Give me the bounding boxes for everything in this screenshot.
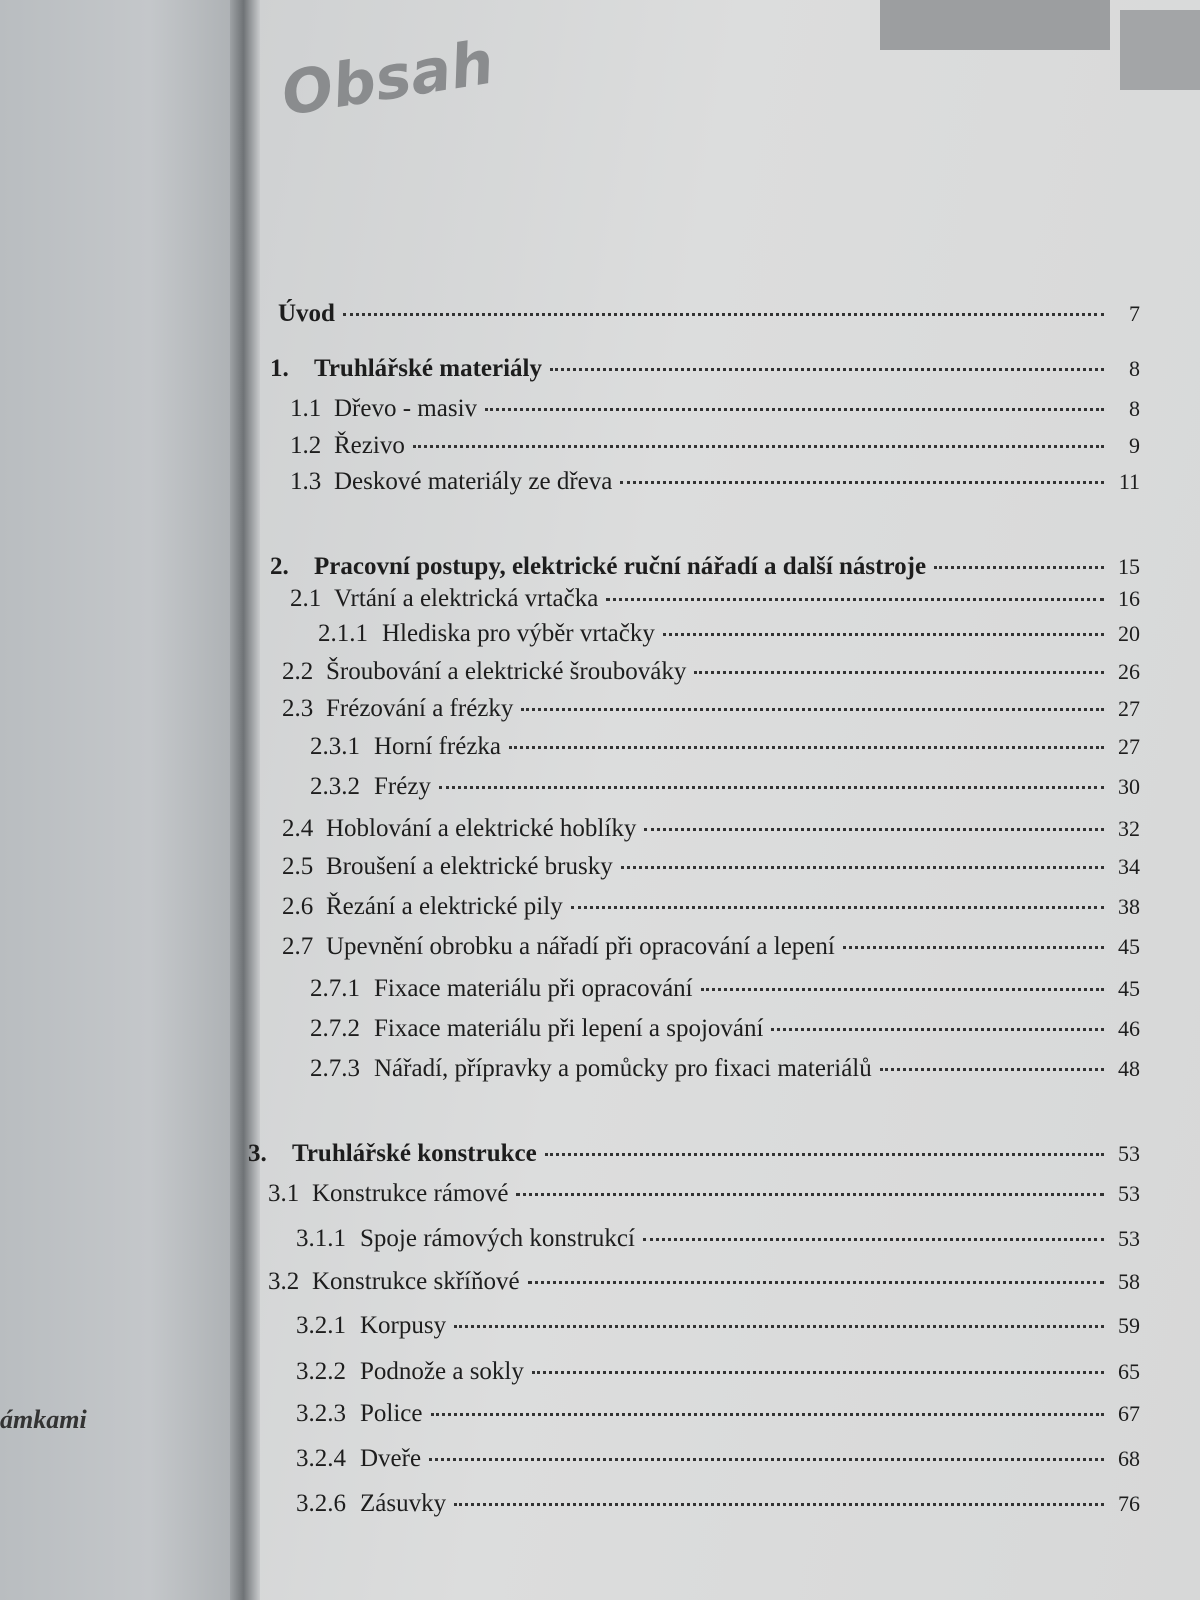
toc-entry-page: 16	[1118, 586, 1140, 611]
toc-entry	[290, 432, 1140, 460]
dot-leader	[694, 671, 1104, 674]
dot-leader	[516, 1193, 1104, 1196]
toc-entry-page: 32	[1118, 816, 1140, 841]
toc-entry-number: 3.	[248, 1140, 267, 1167]
toc-entry-label: Dveře	[360, 1445, 422, 1472]
toc-entry-page: 67	[1118, 1401, 1140, 1426]
dot-leader	[454, 1503, 1104, 1506]
toc-entry-page: 9	[1129, 433, 1140, 458]
dot-leader	[545, 1153, 1104, 1156]
toc-entry-number: 3.1.1	[296, 1225, 346, 1252]
toc-entry	[248, 1140, 1140, 1168]
toc-entry-number: 3.1	[268, 1180, 300, 1207]
toc-entry-number: 2.7.3	[310, 1055, 360, 1082]
toc-entry-label: Podnože a sokly	[360, 1358, 524, 1385]
toc-entry-number: 2.1.1	[318, 620, 368, 647]
toc-entry-label: Vrtání a elektrická vrtačka	[334, 585, 599, 612]
toc-entry	[318, 620, 1140, 648]
dot-leader	[532, 1371, 1104, 1374]
toc-entry	[270, 355, 1140, 383]
dot-leader	[701, 988, 1104, 991]
dot-leader	[606, 598, 1104, 601]
dot-leader	[663, 633, 1104, 636]
dot-leader	[439, 786, 1104, 789]
dot-leader	[621, 866, 1104, 869]
toc-entry	[310, 1055, 1140, 1083]
dot-leader	[643, 1238, 1104, 1241]
dot-leader	[509, 746, 1104, 749]
toc-entry-label: Šroubování a elektrické šroubováky	[326, 658, 687, 685]
toc-entry-page: 15	[1118, 554, 1140, 579]
toc-entry-page: 53	[1118, 1181, 1140, 1206]
toc-entry-page: 46	[1118, 1016, 1140, 1041]
toc-entry-label: Truhlářské materiály	[314, 355, 542, 382]
toc-entry-number: 2.7.2	[310, 1015, 360, 1042]
toc-entry-number: 1.	[270, 355, 289, 382]
toc-entry-number: 3.2	[268, 1268, 300, 1295]
toc-entry	[310, 773, 1140, 801]
toc-entry-label: Fixace materiálu při lepení a spojování	[374, 1015, 764, 1042]
toc-entry-label: Řezivo	[334, 432, 405, 459]
dot-leader	[550, 368, 1104, 371]
toc-entry-label: Truhlářské konstrukce	[292, 1140, 537, 1167]
toc-entry	[296, 1445, 1140, 1473]
toc-entry-page: 7	[1129, 301, 1140, 326]
toc-entry-label: Horní frézka	[374, 733, 502, 760]
toc-entry	[282, 893, 1140, 921]
toc-entry-label: Nářadí, přípravky a pomůcky pro fixaci materiálů	[374, 1055, 872, 1082]
toc-entry-number: 1.2	[290, 432, 322, 459]
toc-entry-label: Fixace materiálu při opracování	[374, 975, 693, 1002]
toc-entry-page: 45	[1118, 976, 1140, 1001]
toc-entry-number: 2.1	[290, 585, 322, 612]
toc-entry	[270, 300, 1140, 328]
toc-entry-label: Deskové materiály ze dřeva	[334, 468, 613, 495]
toc-entry	[282, 695, 1140, 723]
toc-entry-label: Zásuvky	[360, 1490, 447, 1517]
toc-entry-number: 2.6	[282, 893, 314, 920]
toc-entry	[296, 1490, 1140, 1518]
toc-entry-label: Frézy	[374, 773, 431, 800]
toc-entry-page: 34	[1118, 854, 1140, 879]
toc-entry-page: 76	[1118, 1491, 1140, 1516]
toc-entry	[268, 1180, 1140, 1208]
toc-entry	[270, 553, 1140, 581]
toc-entry-page: 8	[1129, 356, 1140, 381]
toc-entry-page: 30	[1118, 774, 1140, 799]
toc-entry-number: 3.2.2	[296, 1358, 346, 1385]
toc-entry-page: 27	[1118, 734, 1140, 759]
toc-entry-page: 38	[1118, 894, 1140, 919]
toc-entry-page: 59	[1118, 1313, 1140, 1338]
toc-entry-number: 3.2.3	[296, 1400, 346, 1427]
toc-entry-page: 8	[1129, 396, 1140, 421]
left-page-text-fragment: ámkami	[0, 1405, 87, 1434]
toc-entry-number: 2.2	[282, 658, 314, 685]
toc-entry	[282, 853, 1140, 881]
toc-entry-label: Upevnění obrobku a nářadí při opracování a lepení	[326, 933, 835, 960]
toc-entry-number: 2.5	[282, 853, 314, 880]
toc-entry	[290, 395, 1140, 423]
toc-entry	[310, 1015, 1140, 1043]
toc-entry-label: Police	[360, 1400, 423, 1427]
toc-entry-number: 2.	[270, 553, 289, 580]
toc-entry-number: 3.2.6	[296, 1490, 346, 1517]
toc-entry	[290, 468, 1140, 496]
toc-entry-page: 53	[1118, 1226, 1140, 1251]
toc-entry-page: 58	[1118, 1269, 1140, 1294]
dot-leader	[934, 566, 1104, 569]
toc-entry-page: 65	[1118, 1359, 1140, 1384]
dot-leader	[571, 906, 1104, 909]
dot-leader	[485, 408, 1104, 411]
dot-leader	[880, 1068, 1104, 1071]
dot-leader	[620, 481, 1104, 484]
toc-entry-page: 27	[1118, 696, 1140, 721]
toc-entry-number: 1.1	[290, 395, 322, 422]
toc-entry-number: 3.2.1	[296, 1312, 346, 1339]
toc-entry-label: Hoblování a elektrické hoblíky	[326, 815, 637, 842]
toc-entry-number: 2.7.1	[310, 975, 360, 1002]
dot-leader	[521, 708, 1104, 711]
toc-entry	[282, 815, 1140, 843]
toc-entry-label: Hlediska pro výběr vrtačky	[382, 620, 655, 647]
toc-entry	[296, 1225, 1140, 1253]
dot-leader	[771, 1028, 1104, 1031]
dot-leader	[413, 445, 1104, 448]
dot-leader	[429, 1458, 1104, 1461]
toc-entry	[290, 585, 1140, 613]
toc-entry-label: Řezání a elektrické pily	[326, 893, 563, 920]
toc-entry-label: Korpusy	[360, 1312, 447, 1339]
toc-entry	[310, 975, 1140, 1003]
toc-entry-number: 1.3	[290, 468, 322, 495]
toc-entry-page: 68	[1118, 1446, 1140, 1471]
dot-leader	[454, 1325, 1104, 1328]
toc-entry-number: 2.3.1	[310, 733, 360, 760]
toc-entry	[296, 1312, 1140, 1340]
toc-entry-page: 11	[1118, 469, 1140, 494]
toc-entry-label: Dřevo - masiv	[334, 395, 478, 422]
toc-entry	[282, 933, 1140, 961]
toc-entry	[282, 658, 1140, 686]
toc-entry-number: 2.4	[282, 815, 314, 842]
dot-leader	[644, 828, 1104, 831]
page-title: Obsah	[277, 27, 499, 130]
toc-entry	[296, 1358, 1140, 1386]
dot-leader	[528, 1281, 1104, 1284]
toc-entry-number: 2.7	[282, 933, 314, 960]
toc-entry-label: Úvod	[278, 300, 335, 327]
toc-entry-number: 3.2.4	[296, 1445, 346, 1472]
toc-entry-page: 48	[1118, 1056, 1140, 1081]
toc-entry-page: 53	[1118, 1141, 1140, 1166]
toc-entry-label: Broušení a elektrické brusky	[326, 853, 613, 880]
dot-leader	[343, 313, 1104, 316]
dot-leader	[431, 1413, 1105, 1416]
toc-entry-label: Pracovní postupy, elektrické ruční nářadí a další nástroje	[314, 553, 927, 580]
toc-entry	[268, 1268, 1140, 1296]
toc-entry-label: Spoje rámových konstrukcí	[360, 1225, 635, 1252]
toc-entry-page: 45	[1118, 934, 1140, 959]
toc-entry	[310, 733, 1140, 761]
toc-entry-label: Konstrukce rámové	[312, 1180, 509, 1207]
toc-entry-page: 26	[1118, 659, 1140, 684]
dot-leader	[843, 946, 1104, 949]
toc-entry-page: 20	[1118, 621, 1140, 646]
toc-entry	[296, 1400, 1140, 1428]
toc-entry-label: Frézování a frézky	[326, 695, 514, 722]
toc-entry-label: Konstrukce skříňové	[312, 1268, 520, 1295]
toc-entry-number: 2.3	[282, 695, 314, 722]
toc-entry-number: 2.3.2	[310, 773, 360, 800]
